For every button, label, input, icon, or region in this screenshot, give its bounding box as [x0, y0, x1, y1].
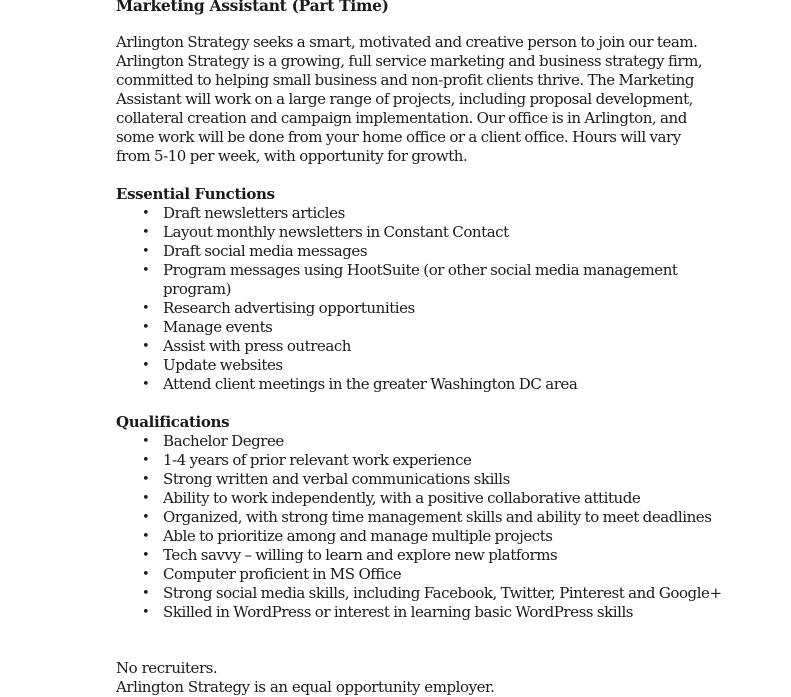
intro-line: Arlington Strategy seeks a smart, motivated and creative person to join our team. — [116, 33, 698, 51]
footer-line: No recruiters. — [116, 659, 218, 677]
bullet-icon: • — [142, 263, 150, 278]
list-item: • Attend client meetings in the greater Washington DC area — [142, 375, 578, 393]
job-title: Marketing Assistant (Part Time) — [116, 0, 389, 15]
list-item: • Research advertising opportunities — [142, 299, 415, 317]
bullet-icon: • — [142, 453, 150, 468]
bullet-icon: • — [142, 206, 150, 221]
list-item: • Layout monthly newsletters in Constant Contact — [142, 223, 509, 241]
list-item: • Draft social media messages — [142, 242, 368, 260]
intro-paragraph — [116, 33, 756, 166]
bullet-icon: • — [142, 529, 150, 544]
bullet-icon: • — [142, 320, 150, 335]
list-item: • Able to prioritize among and manage multiple projects — [142, 527, 553, 545]
intro-line: some work will be done from your home office or a client office. Hours will vary — [116, 128, 681, 146]
intro-line: committed to helping small business and non-profit clients thrive. The Marketing — [116, 71, 695, 89]
list-item: • Strong written and verbal communications skills — [142, 470, 510, 488]
bullet-icon: • — [142, 225, 150, 240]
intro-line: collateral creation and campaign implementation. Our office is in Arlington, and — [116, 109, 687, 127]
bullet-icon: • — [142, 434, 150, 449]
list-item: • Update websites — [142, 356, 283, 374]
bullet-icon: • — [142, 339, 150, 354]
list-item: • Program messages using HootSuite (or other social media management program) — [142, 261, 678, 298]
bullet-icon: • — [142, 510, 150, 525]
bullet-icon: • — [142, 358, 150, 373]
list-item: • Draft newsletters articles — [142, 204, 345, 222]
qualifications-heading: Qualifications — [116, 413, 230, 431]
bullet-icon: • — [142, 567, 150, 582]
list-item: • Strong social media skills, including Facebook, Twitter, Pinterest and Google+ — [142, 584, 722, 602]
list-item: • Assist with press outreach — [142, 337, 351, 355]
intro-line: from 5-10 per week, with opportunity for growth. — [116, 147, 468, 165]
bullet-icon: • — [142, 491, 150, 506]
bullet-icon: • — [142, 605, 150, 620]
list-item: • 1-4 years of prior relevant work experience — [142, 451, 472, 469]
qualifications-list — [116, 432, 756, 622]
list-item: • Tech savvy – willing to learn and explore new platforms — [142, 546, 558, 564]
footer-line: Arlington Strategy is an equal opportunity employer. — [116, 678, 495, 696]
bullet-icon: • — [142, 586, 150, 601]
list-item: • Ability to work independently, with a positive collaborative attitude — [142, 489, 641, 507]
bullet-icon: • — [142, 244, 150, 259]
essential-functions-list — [116, 204, 756, 394]
footer-notes — [116, 659, 756, 697]
list-item: • Organized, with strong time management skills and ability to meet deadlines — [142, 508, 712, 526]
bullet-icon: • — [142, 377, 150, 392]
list-item: • Skilled in WordPress or interest in learning basic WordPress skills — [142, 603, 634, 621]
essential-functions-heading: Essential Functions — [116, 185, 275, 203]
bullet-icon: • — [142, 548, 150, 563]
list-item: • Manage events — [142, 318, 273, 336]
bullet-icon: • — [142, 472, 150, 487]
intro-line: Arlington Strategy is a growing, full service marketing and business strategy firm, — [116, 52, 703, 70]
document-page — [116, 0, 756, 697]
list-item: • Computer proficient in MS Office — [142, 565, 402, 583]
list-item: • Bachelor Degree — [142, 432, 284, 450]
intro-line: Assistant will work on a large range of projects, including proposal development, — [116, 90, 693, 108]
bullet-icon: • — [142, 301, 150, 316]
